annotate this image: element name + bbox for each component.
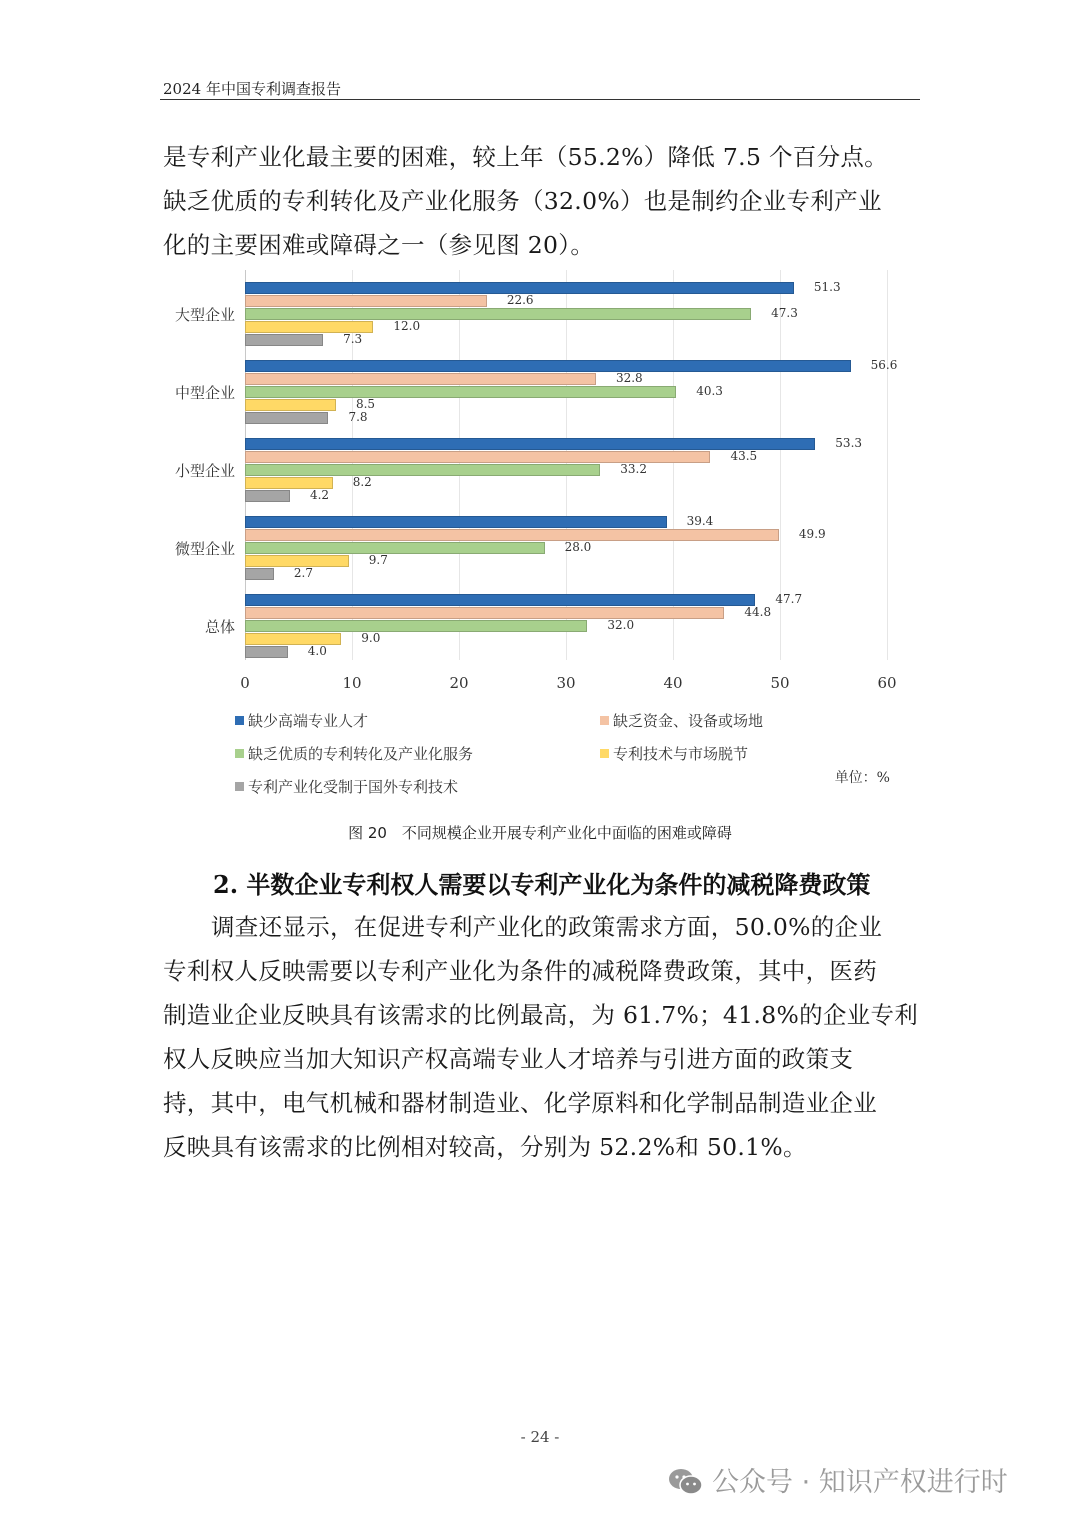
bar bbox=[245, 516, 667, 528]
header-divider bbox=[160, 99, 920, 100]
legend-item bbox=[600, 710, 763, 731]
section-heading: 2. 半数企业专利权人需要以专利产业化为条件的减税降费政策 bbox=[213, 870, 871, 899]
legend-label: 缺少高端专业人才 bbox=[248, 712, 369, 730]
legend-item bbox=[235, 710, 368, 731]
bar-value-label: 43.5 bbox=[730, 449, 758, 463]
bar bbox=[245, 295, 487, 307]
bar-value-label: 22.6 bbox=[506, 293, 534, 307]
section-line: 调查还显示，在促进专利产业化的政策需求方面，50.0%的企业 bbox=[211, 913, 883, 941]
legend-item bbox=[235, 743, 473, 764]
bar bbox=[245, 308, 751, 320]
wechat-icon bbox=[668, 1467, 704, 1504]
gridline bbox=[887, 270, 888, 660]
bar-value-label: 4.2 bbox=[309, 488, 330, 502]
section-paragraph bbox=[163, 905, 920, 1169]
x-tick-label: 10 bbox=[342, 674, 362, 692]
section-line: 权人反映应当加大知识产权高端专业人才培养与引进方面的政策支 bbox=[163, 1045, 854, 1073]
plot-area bbox=[245, 270, 898, 660]
x-tick-label: 60 bbox=[877, 674, 897, 692]
bar bbox=[245, 568, 274, 580]
bar-value-label: 32.0 bbox=[607, 618, 635, 632]
bar-value-label: 7.3 bbox=[343, 332, 363, 346]
x-tick-label: 40 bbox=[663, 674, 683, 692]
bar-value-label: 4.0 bbox=[307, 644, 327, 658]
bar-value-label: 28.0 bbox=[564, 540, 592, 554]
intro-paragraph bbox=[163, 135, 920, 267]
bar bbox=[245, 607, 724, 619]
section-line: 制造业企业反映具有该需求的比例最高，为 61.7%；41.8%的企业专利 bbox=[163, 1001, 919, 1029]
bar-value-label: 49.9 bbox=[798, 527, 826, 541]
bar bbox=[245, 334, 323, 346]
legend-swatch-icon bbox=[600, 716, 609, 725]
bar bbox=[245, 373, 596, 385]
section-line: 反映具有该需求的比例相对较高，分别为 52.2%和 50.1%。 bbox=[163, 1133, 807, 1161]
watermark-text: 公众号 · 知识产权进行时 bbox=[712, 1467, 1008, 1498]
category-label: 总体 bbox=[204, 618, 235, 636]
bar bbox=[245, 490, 290, 502]
category-label: 大型企业 bbox=[174, 306, 235, 324]
section-line: 专利权人反映需要以专利产业化为条件的减税降费政策，其中，医药 bbox=[163, 957, 877, 985]
bar-value-label: 9.7 bbox=[368, 553, 388, 567]
x-tick-label: 30 bbox=[556, 674, 576, 692]
bar bbox=[245, 386, 676, 398]
legend-swatch-icon bbox=[235, 782, 244, 791]
legend-swatch-icon bbox=[235, 716, 244, 725]
bar bbox=[245, 360, 851, 372]
legend-label: 专利产业化受制于国外专利技术 bbox=[248, 778, 459, 796]
bar-value-label: 47.7 bbox=[775, 592, 803, 606]
bar-value-label: 44.8 bbox=[744, 605, 772, 619]
legend-item bbox=[235, 776, 458, 797]
bar-value-label: 8.5 bbox=[355, 397, 376, 411]
bar-value-label: 2.7 bbox=[293, 566, 313, 580]
bar-value-label: 56.6 bbox=[870, 358, 898, 372]
bar bbox=[245, 464, 600, 476]
watermark bbox=[668, 1460, 1008, 1504]
bar-value-label: 12.0 bbox=[393, 319, 421, 333]
bar-value-label: 39.4 bbox=[686, 514, 714, 528]
intro-line: 化的主要困难或障碍之一（参见图 20）。 bbox=[163, 231, 595, 259]
bar-value-label: 32.8 bbox=[615, 371, 643, 385]
legend-swatch-icon bbox=[235, 749, 244, 758]
intro-line: 是专利产业化最主要的困难，较上年（55.2%）降低 7.5 个百分点。 bbox=[163, 143, 888, 171]
figure-caption: 图 20 不同规模企业开展专利产业化中面临的困难或障碍 bbox=[348, 824, 732, 842]
bar-value-label: 47.3 bbox=[771, 306, 798, 320]
bar bbox=[245, 542, 545, 554]
bar bbox=[245, 646, 288, 658]
bar-value-label: 51.3 bbox=[813, 280, 841, 294]
bar bbox=[245, 529, 779, 541]
x-tick-label: 20 bbox=[449, 674, 469, 692]
document-header: 2024 年中国专利调查报告 bbox=[163, 80, 341, 98]
category-label: 微型企业 bbox=[174, 540, 235, 558]
legend-label: 缺乏资金、设备或场地 bbox=[613, 712, 764, 730]
bar-value-label: 7.8 bbox=[348, 410, 368, 424]
x-tick-label: 0 bbox=[240, 674, 250, 692]
legend-label: 专利技术与市场脱节 bbox=[613, 745, 749, 763]
category-label: 小型企业 bbox=[174, 462, 235, 480]
category-label: 中型企业 bbox=[174, 384, 235, 402]
bar-value-label: 9.0 bbox=[361, 631, 381, 645]
bar bbox=[245, 594, 755, 606]
legend-label: 缺乏优质的专利转化及产业化服务 bbox=[248, 745, 474, 763]
bar bbox=[245, 399, 336, 411]
bar-value-label: 40.3 bbox=[696, 384, 723, 398]
unit-label: 单位：% bbox=[834, 770, 890, 786]
page-number: - 24 - bbox=[520, 1428, 560, 1446]
legend-item bbox=[600, 743, 748, 764]
bar-value-label: 33.2 bbox=[620, 462, 647, 476]
x-tick-label: 50 bbox=[770, 674, 790, 692]
bar-value-label: 8.2 bbox=[352, 475, 372, 489]
section-line: 持，其中，电气机械和器材制造业、化学原料和化学制品制造业企业 bbox=[163, 1089, 877, 1117]
legend-swatch-icon bbox=[600, 749, 609, 758]
bar bbox=[245, 620, 587, 632]
intro-line: 缺乏优质的专利转化及产业化服务（32.0%）也是制约企业专利产业 bbox=[163, 187, 882, 215]
bar-chart bbox=[160, 270, 920, 842]
bar bbox=[245, 412, 328, 424]
bar-value-label: 53.3 bbox=[835, 436, 863, 450]
